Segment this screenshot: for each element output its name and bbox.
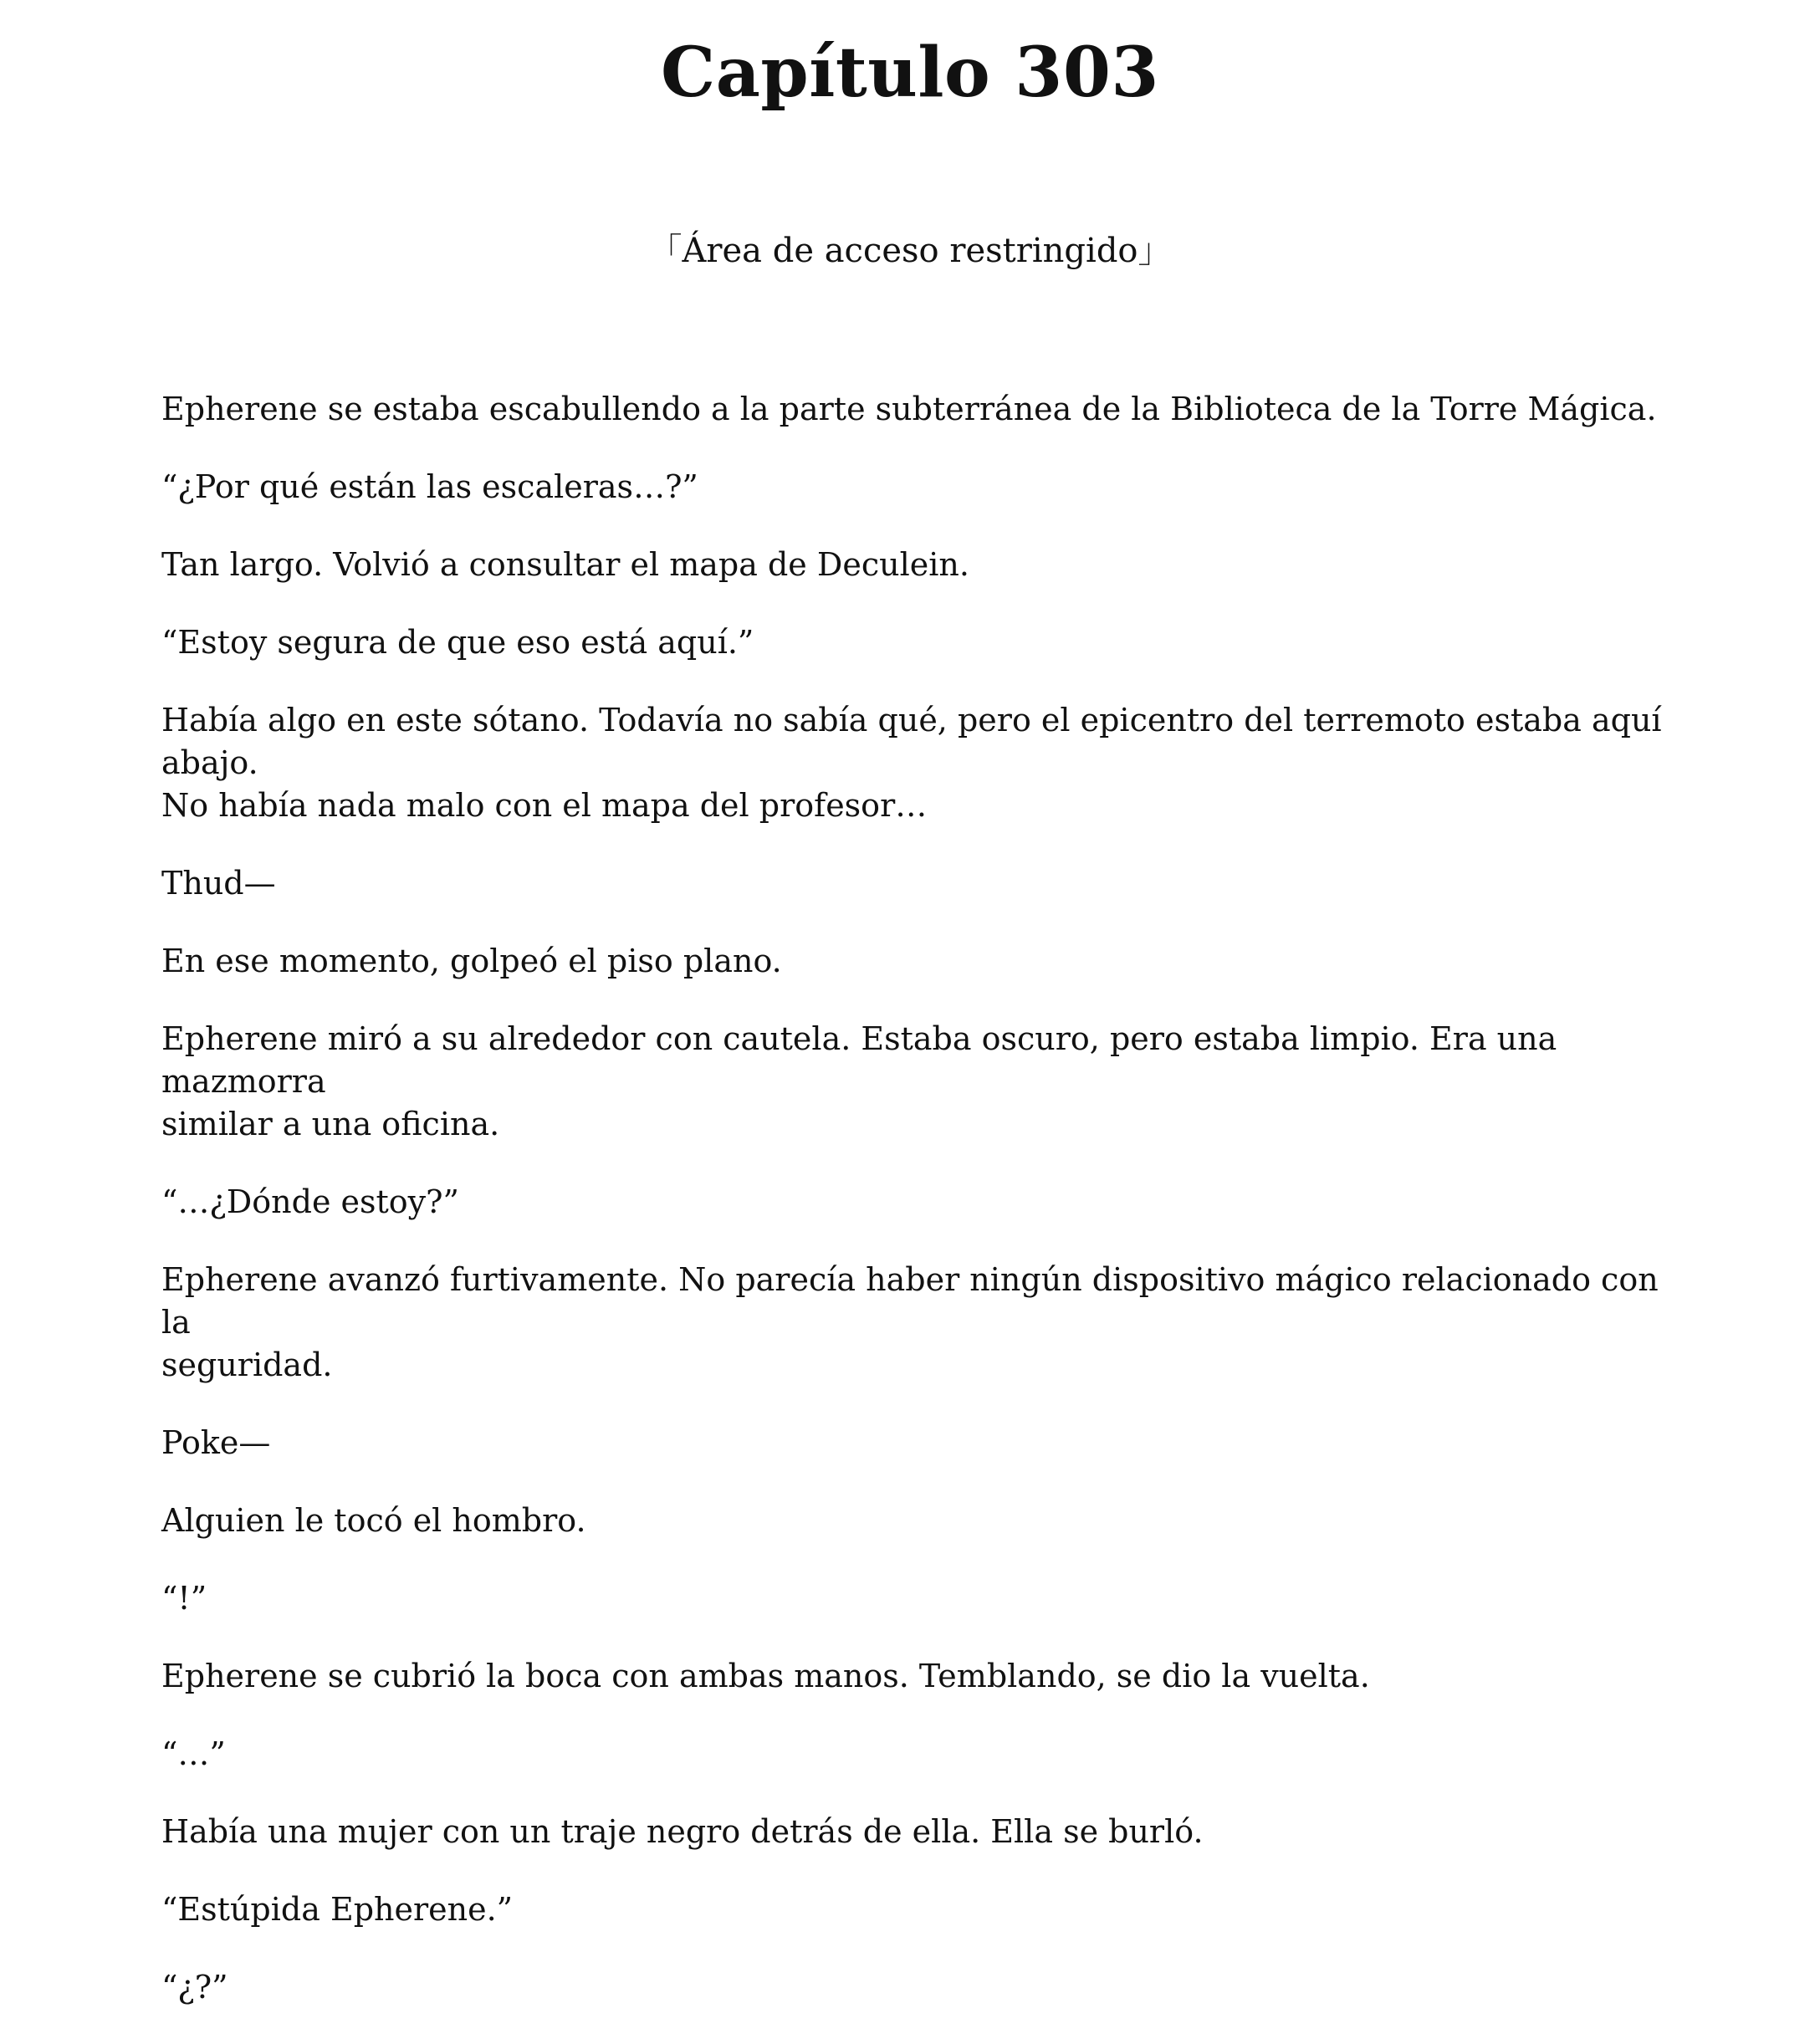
paragraph: Había algo en este sótano. Todavía no sabía qué, pero el epicentro del terremoto estaba aquí abajo. No había nada malo con el mapa del profesor… <box>161 702 1662 824</box>
paragraph: Epherene se cubrió la boca con ambas manos. Temblando, se dio la vuelta. <box>161 1658 1370 1694</box>
paragraph: “!” <box>161 1580 207 1617</box>
paragraph: “¿Por qué están las escaleras…?” <box>161 468 698 505</box>
paragraph: “Estoy segura de que eso está aquí.” <box>161 624 754 661</box>
paragraph: Tan largo. Volvió a consultar el mapa de Deculein. <box>161 546 969 583</box>
paragraph: Epherene avanzó furtivamente. No parecía haber ningún dispositivo mágico relacionado con la seguridad. <box>161 1261 1659 1383</box>
chapter-title: Capítulo 303 <box>661 33 1159 113</box>
paragraph: Poke— <box>161 1424 271 1461</box>
paragraph: “…¿Dónde estoy?” <box>161 1183 459 1220</box>
paragraph: “¿?” <box>161 1969 228 2006</box>
paragraph: Epherene se estaba escabullendo a la parte subterránea de la Biblioteca de la Torre Mágica. <box>161 391 1657 427</box>
paragraph: Epherene miró a su alrededor con cautela. Estaba oscuro, pero estaba limpio. Era una mazmorra similar a una oficina. <box>161 1020 1557 1142</box>
chapter-subtitle: 「Área de acceso restringido」 <box>648 232 1172 270</box>
paragraph: “Estúpida Epherene.” <box>161 1891 514 1928</box>
paragraph: “…” <box>161 1735 226 1772</box>
paragraph: Thud— <box>161 865 276 902</box>
paragraph: Había una mujer con un traje negro detrás de ella. Ella se burló. <box>161 1813 1204 1850</box>
paragraph: Alguien le tocó el hombro. <box>161 1502 586 1539</box>
paragraph: En ese momento, golpeó el piso plano. <box>161 943 782 979</box>
chapter-body <box>161 388 1692 2044</box>
